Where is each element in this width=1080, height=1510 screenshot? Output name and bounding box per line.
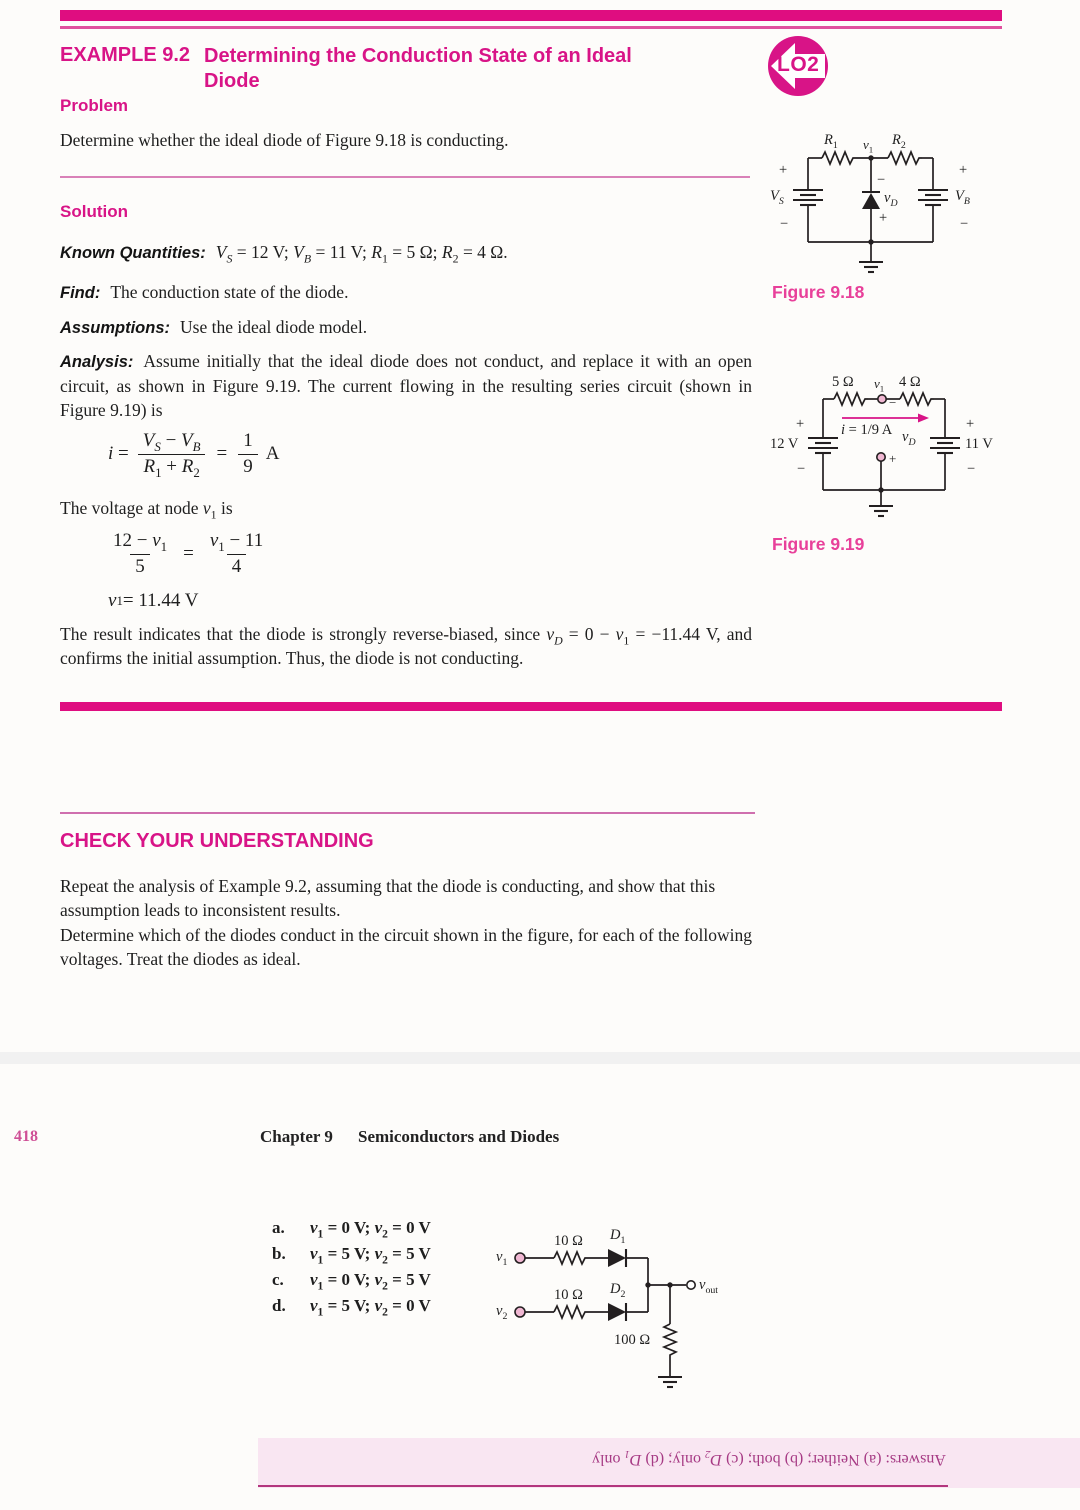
eq1-numerator2: 1 [243,430,253,451]
label-plus-12v: + [796,416,805,432]
label-plus-vs: + [779,162,788,178]
figure-919-caption: Figure 9.19 [772,534,865,554]
cyu-paragraph-2: Determine which of the diodes conduct in the circuit shown in the figure, for each of the following voltages. Treat the diodes as ideal. [60,925,752,970]
eq1-denominator2: 9 [238,454,258,478]
diode [862,193,880,209]
label-v1: $v_1$ [874,376,885,394]
cyu-circuit-figure [488,1222,788,1417]
label-vd: $v_D$ [884,190,898,209]
resistor-5ohm [834,393,868,405]
label-minus-node: − [889,395,897,410]
eq1-denominator: $R_1 + R_2$ [138,454,204,478]
equation-node [108,530,268,578]
eq2-numerator: $12 - v_1$ [113,530,168,554]
example-title-line1: Determining the Conduction State of an Ideal [204,45,632,67]
option-b-label: b. [272,1244,286,1263]
eq1-lhs: i = [108,443,129,464]
learning-objective-badge [766,34,830,98]
example-title-line2: Diode [204,70,260,92]
label-100ohm: 100 Ω [614,1332,651,1348]
cyu-circuit [488,1222,788,1417]
result-paragraph: The result indicates that the diode is strongly reverse-biased, since $v_D = 0 - v_1 = -11.44$ V, and confirms the initial assumption. Thus, the diode is not conducting. [60,624,752,669]
diode-d1 [608,1249,626,1267]
label-plus-11v: + [966,416,975,432]
page-number: 418 [14,1128,38,1145]
option-a [272,1218,431,1241]
eq1-fraction1 [138,430,206,478]
resistor-10ohm-bottom [554,1306,588,1318]
resistor-r1 [822,152,856,164]
mid-thick-rule [60,702,1002,711]
label-v1: $v_1$ [863,137,874,155]
answers-strip [258,1438,1080,1488]
find-line [60,280,750,305]
eq2-numerator2: $v_1 - 11$ [209,530,264,554]
figure-918 [770,130,1005,280]
equation-result: v 1 = 11.44 V [108,590,199,611]
eq1-fraction2 [238,430,258,478]
option-d-value: $v_1 = 5$ V; $v_2 = 0$ V [310,1296,431,1319]
cyu-paragraph-1: Repeat the analysis of Example 9.2, assuming that the diode is conducting, and show that this assumption leads to inconsistent results. [60,876,716,921]
known-quantities-value: $V_S = 12$ V; $V_B = 11$ V; $R_1 = 5$ Ω; $R_2 = 4$ Ω. [215,242,508,266]
label-11v: 11 V [965,436,993,452]
label-plus-vb: + [959,162,968,178]
label-vout: $v_{out}$ [699,1277,719,1296]
label-minus-vd: − [877,172,886,188]
label-vb: $V_B$ [955,188,970,207]
problem-text: Determine whether the ideal diode of Figure 9.18 is conducting. [60,130,509,150]
label-vd: $v_D$ [902,429,916,448]
known-quantities-line [60,240,750,265]
label-r1: $R_1$ [824,132,838,151]
answers-text: Answers: (a) Neither; (b) both; (c) $D_2$ only; (d) $D_1$ only [592,1447,946,1468]
option-d-label: d. [272,1296,286,1315]
label-12v: 12 V [770,436,799,452]
eq1-numerator: $V_S - V_B$ [142,430,201,454]
option-b [272,1244,431,1267]
option-c [272,1270,431,1293]
terminal-v1 [515,1253,525,1263]
label-minus-vs: − [780,216,789,232]
example-title [204,44,632,94]
solution-heading: Solution [60,202,128,221]
figure-919 [770,368,1010,528]
label-v1-terminal: $v_1$ [496,1249,508,1268]
eq2-denominator2: 4 [227,554,247,578]
top-thin-rule [60,26,1002,29]
answers-rule [258,1485,948,1487]
option-a-value: $v_1 = 0$ V; $v_2 = 0$ V [310,1218,431,1241]
label-r2: $R_2$ [892,132,906,151]
open-node-v1 [878,395,886,403]
lo-badge-text: LO2 [777,53,820,76]
chapter-title: Semiconductors and Diodes [358,1127,560,1146]
label-v2-terminal: $v_2$ [496,1303,508,1322]
eq1-equals: = [216,443,228,464]
find-label: Find: [60,284,101,302]
option-b-value: $v_1 = 5$ V; $v_2 = 5$ V [310,1244,431,1267]
option-a-label: a. [272,1218,285,1237]
label-plus-vd: + [879,210,888,226]
page-break-band [0,1052,1080,1064]
label-4ohm: 4 Ω [899,374,921,390]
section-rule [60,176,750,178]
label-plus-vd: + [889,451,897,466]
chapter-label: Chapter 9 [260,1127,333,1146]
top-thick-rule [60,10,1002,21]
figure-918-caption: Figure 9.18 [772,282,865,302]
label-10ohm-bottom: 10 Ω [554,1287,583,1303]
label-vs: $V_S$ [770,188,784,207]
assumptions-line [60,315,750,340]
eq2-denominator: 5 [130,554,150,578]
resistor-r2 [888,152,922,164]
resistor-10ohm-top [554,1252,588,1264]
eq2-fraction1 [108,530,172,578]
known-quantities-label: Known Quantities: [60,244,206,262]
resistor-4ohm [900,393,934,405]
eq2-equals: = [183,543,194,564]
analysis-text: Assume initially that the ideal diode does not conduct, and replace it with an open circuit, as shown in Figure 9.19. The current flowing in the resulting series circuit (shown in Figure 9.19) is [60,351,752,420]
find-text: The conduction state of the diode. [110,282,349,302]
option-c-value: $v_1 = 0$ V; $v_2 = 5$ V [310,1270,431,1293]
eq1-unit: A [265,443,280,464]
cyu-heading: CHECK YOUR UNDERSTANDING [60,830,374,852]
problem-heading: Problem [60,96,129,115]
label-minus-vb: − [960,216,969,232]
option-d [272,1296,431,1319]
assumptions-label: Assumptions: [60,319,171,337]
label-d1: $D_1$ [610,1227,626,1246]
example-header [60,44,632,94]
label-10ohm-top: 10 Ω [554,1233,583,1249]
analysis-paragraph [60,349,752,422]
diode-d2 [608,1303,626,1321]
label-minus-11v: − [967,461,976,477]
label-d2: $D_2$ [610,1281,626,1300]
equation-current [108,430,279,478]
analysis-label: Analysis: [60,353,134,371]
resistor-100ohm [664,1324,676,1358]
label-current: i = 1/9 A [841,422,893,438]
example-kicker: EXAMPLE 9.2 [60,44,191,66]
node-voltage-line: The voltage at node $v_1$ is [60,498,233,522]
eq2-fraction2 [205,530,268,578]
label-minus-12v: − [797,461,806,477]
option-c-label: c. [272,1270,284,1289]
cyu-rule [60,812,755,814]
current-arrowhead [918,414,929,423]
terminal-v2 [515,1307,525,1317]
label-5ohm: 5 Ω [832,374,854,390]
open-node-vd [877,453,885,461]
voltage-options-list [272,1218,431,1319]
terminal-vout [687,1281,695,1289]
assumptions-text: Use the ideal diode model. [180,317,368,337]
